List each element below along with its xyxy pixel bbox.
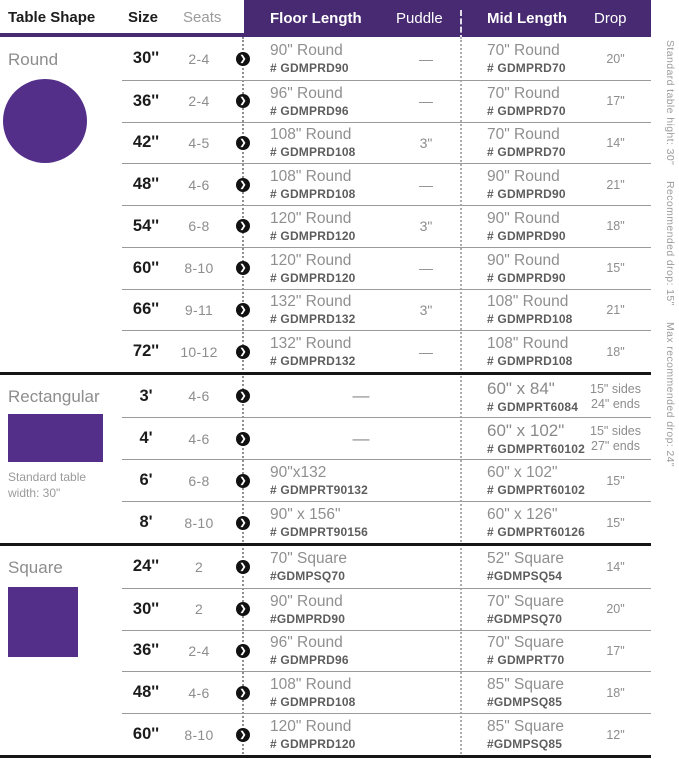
drop-cell (580, 345, 651, 359)
drop-value: 14" (606, 135, 625, 150)
size-value: 48'' (132, 175, 160, 194)
floor-length-cell (258, 593, 388, 626)
chart-header (0, 0, 679, 38)
drop-value: 12" (606, 727, 625, 742)
header-underline (0, 33, 244, 37)
round-rows (122, 38, 651, 372)
size-value: 66'' (132, 300, 160, 319)
floor-length-cell (258, 252, 388, 285)
drop-cell (580, 303, 651, 317)
arrow-cell (228, 389, 258, 403)
chevron-right-icon: ❯ (236, 432, 250, 446)
table-row (122, 330, 651, 372)
mid-length-item-code: # GDMPRT60126 (487, 525, 585, 539)
rectangle-shape-icon (8, 414, 103, 462)
square-shape-panel (0, 546, 122, 657)
size-value: 72'' (132, 342, 160, 361)
arrow-cell (228, 52, 258, 66)
round-shape-icon (3, 79, 87, 163)
mid-length-cell (464, 421, 585, 456)
chevron-right-icon: ❯ (236, 178, 250, 192)
table-row (122, 247, 651, 289)
seats-value: 2-4 (188, 93, 210, 110)
floor-length-value: — (352, 386, 370, 405)
drop-value: 18" (606, 219, 625, 234)
chevron-right-icon: ❯ (236, 345, 250, 359)
arrow-cell (228, 345, 258, 359)
drop-value: 15" (606, 515, 625, 530)
drop-ends-value: 27" ends (591, 439, 640, 453)
floor-length-cell (258, 676, 388, 709)
floor-length-value: 96" Round (270, 634, 343, 652)
floor-length-cell (258, 386, 464, 406)
mid-length-cell (464, 718, 580, 751)
mid-length-value: 70" Round (487, 126, 560, 144)
rectangular-width-note: Standard table width: 30" (8, 470, 87, 501)
mid-length-value: 70" Round (487, 84, 560, 102)
column-header-puddle: Puddle (396, 10, 443, 27)
size-value: 60'' (132, 725, 160, 744)
chevron-right-icon: ❯ (236, 516, 250, 530)
size-value: 36'' (132, 91, 160, 110)
floor-length-item-code: # GDMPRT90156 (270, 525, 368, 539)
seats-value: 4-5 (188, 134, 210, 151)
table-row (122, 588, 651, 630)
floor-length-value: 96" Round (270, 84, 343, 102)
mid-length-item-code: # GDMPRT60102 (487, 442, 585, 456)
drop-value: 15" sides (590, 381, 641, 396)
size-value: 42'' (132, 133, 160, 152)
puddle-value: — (419, 260, 433, 277)
mid-length-cell (464, 293, 580, 326)
drop-ends-value: 24" ends (591, 396, 640, 411)
floor-length-value: 120" Round (270, 718, 352, 736)
mid-length-item-code: # GDMPRD70 (487, 145, 566, 160)
drop-cell (580, 178, 651, 192)
mid-length-cell (464, 126, 580, 159)
floor-length-cell (258, 506, 388, 539)
section-label-round: Round (8, 50, 59, 69)
mid-length-cell (464, 464, 585, 497)
table-row (122, 417, 651, 459)
mid-length-item-code: # GDMPRT60102 (487, 483, 585, 497)
drop-cell (580, 94, 651, 108)
table-row (122, 80, 651, 122)
size-value: 54'' (132, 216, 160, 235)
floor-length-item-code: # GDMPRD108 (270, 145, 356, 160)
floor-length-value: 108" Round (270, 676, 352, 694)
drop-value: 18" (606, 344, 625, 359)
mid-length-value: 70" Square (487, 592, 565, 610)
size-value: 6' (139, 471, 153, 489)
arrow-cell (228, 136, 258, 150)
table-row (122, 630, 651, 672)
section-round (0, 38, 679, 372)
mid-length-cell (464, 593, 580, 626)
seats-value: 8-10 (184, 514, 214, 531)
section-label-rectangular: Rectangular (8, 387, 100, 406)
floor-length-item-code: # GDMPRD108 (270, 695, 356, 710)
column-header-seats: Seats (183, 9, 222, 26)
mid-length-cell (464, 506, 585, 539)
chevron-right-icon: ❯ (236, 136, 250, 150)
mid-length-cell (464, 379, 580, 414)
arrow-cell (228, 686, 258, 700)
chevron-right-icon: ❯ (236, 52, 250, 66)
arrow-cell (228, 303, 258, 317)
chevron-right-icon: ❯ (236, 728, 250, 742)
floor-length-cell (258, 464, 388, 497)
table-row (122, 501, 651, 543)
chevron-right-icon: ❯ (236, 686, 250, 700)
section-label-square: Square (8, 558, 63, 577)
floor-length-value: 132" Round (270, 335, 352, 353)
mid-length-value: 60" x 102" (487, 421, 565, 440)
arrow-cell (228, 728, 258, 742)
drop-cell (580, 602, 651, 616)
seats-value: 2-4 (188, 50, 210, 67)
size-value: 24'' (132, 557, 160, 576)
side-note-table-height: Standard table hight: 30" (664, 40, 676, 166)
size-value: 48'' (132, 683, 160, 702)
column-header-table-shape: Table Shape (8, 9, 96, 26)
drop-cell (580, 644, 651, 658)
mid-length-item-code: # GDMPRT70 (487, 653, 565, 668)
floor-length-item-code: # GDMPRD132 (270, 312, 356, 327)
arrow-cell (228, 261, 258, 275)
square-rows (122, 546, 651, 755)
table-row (122, 122, 651, 164)
mid-length-value: 60" x 102" (487, 464, 558, 481)
mid-length-cell (464, 85, 580, 118)
mid-length-item-code: #GDMPSQ85 (487, 737, 563, 752)
floor-length-value: 90"x132 (270, 464, 327, 481)
drop-cell (580, 261, 651, 275)
drop-cell (580, 686, 651, 700)
chevron-right-icon: ❯ (236, 219, 250, 233)
chart-body (0, 38, 679, 758)
puddle-value: — (419, 93, 433, 110)
mid-length-item-code: # GDMPRD108 (487, 312, 573, 327)
seats-value: 4-6 (188, 388, 210, 404)
mid-length-cell (464, 676, 580, 709)
drop-cell (580, 560, 651, 574)
chevron-right-icon: ❯ (236, 602, 250, 616)
mid-length-cell (464, 550, 580, 583)
seats-value: 2 (194, 601, 204, 618)
mid-length-value: 90" Round (487, 209, 560, 227)
floor-length-value: 90" Round (270, 42, 343, 60)
floor-length-value: 70" Square (270, 550, 348, 568)
floor-length-cell (258, 168, 388, 201)
drop-cell (580, 219, 651, 233)
seats-value: 4-6 (188, 430, 210, 447)
seats-value: 4-6 (188, 684, 210, 701)
drop-cell (580, 52, 651, 66)
drop-cell (580, 474, 651, 488)
floor-length-value: 108" Round (270, 168, 352, 186)
floor-length-cell (258, 210, 388, 243)
floor-length-cell (258, 634, 388, 667)
mid-length-cell (464, 168, 580, 201)
arrow-cell (228, 474, 258, 488)
seats-value: 2 (194, 558, 204, 575)
table-row (122, 375, 651, 417)
column-header-size: Size (128, 9, 159, 26)
table-row (122, 38, 651, 80)
mid-length-item-code: # GDMPRD108 (487, 354, 573, 369)
drop-cell (580, 516, 651, 530)
size-value: 8' (139, 513, 153, 531)
table-row (122, 546, 651, 588)
mid-length-cell (464, 335, 580, 368)
drop-value: 15" sides (590, 424, 641, 438)
rectangular-rows (122, 375, 651, 543)
floor-length-value: — (352, 428, 370, 448)
size-value: 3' (139, 386, 153, 405)
chevron-right-icon: ❯ (236, 560, 250, 574)
drop-value: 17" (606, 94, 625, 109)
drop-value: 20" (606, 602, 625, 617)
drop-value: 21" (606, 177, 625, 192)
seats-value: 8-10 (184, 260, 214, 277)
size-value: 36'' (132, 641, 160, 660)
drop-cell (580, 424, 651, 453)
chevron-right-icon: ❯ (236, 389, 250, 403)
seats-value: 4-6 (188, 176, 210, 193)
table-row (122, 459, 651, 501)
seats-value: 10-12 (180, 343, 218, 360)
floor-length-value: 108" Round (270, 126, 352, 144)
size-value: 30'' (132, 599, 160, 618)
mid-length-value: 108" Round (487, 293, 569, 311)
floor-length-item-code: # GDMPRD120 (270, 228, 356, 243)
mid-length-item-code: # GDMPRD90 (487, 228, 566, 243)
column-header-mid-length: Mid Length (487, 10, 567, 27)
floor-length-item-code: #GDMPRD90 (270, 611, 346, 626)
floor-length-cell (258, 335, 388, 368)
floor-length-cell (258, 718, 388, 751)
floor-length-value: 120" Round (270, 251, 352, 269)
mid-length-value: 90" Round (487, 251, 560, 269)
table-row (122, 205, 651, 247)
mid-length-item-code: # GDMPRD90 (487, 187, 566, 202)
mid-length-cell (464, 634, 580, 667)
floor-length-cell (258, 85, 388, 118)
drop-value: 18" (606, 685, 625, 700)
drop-value: 15" (606, 261, 625, 276)
seats-value: 6-8 (188, 472, 210, 489)
arrow-cell (228, 560, 258, 574)
puddle-value: — (419, 176, 433, 193)
rectangular-shape-panel (0, 375, 122, 501)
size-value: 60'' (132, 258, 160, 277)
drop-cell (580, 728, 651, 742)
seats-value: 8-10 (184, 726, 214, 743)
floor-length-cell (258, 550, 388, 583)
round-shape-panel (0, 38, 122, 163)
mid-length-value: 60" x 126" (487, 506, 558, 523)
floor-length-item-code: # GDMPRD96 (270, 103, 349, 118)
drop-value: 15" (606, 473, 625, 488)
floor-length-cell (258, 429, 464, 449)
arrow-cell (228, 602, 258, 616)
mid-length-cell (464, 42, 580, 75)
mid-length-item-code: #GDMPSQ54 (487, 569, 563, 584)
mid-length-item-code: # GDMPRT6084 (487, 399, 579, 414)
mid-length-item-code: #GDMPSQ70 (487, 611, 563, 626)
table-row (122, 289, 651, 331)
puddle-value: — (419, 50, 433, 67)
side-note-max-drop: Max recommended drop: 24" (664, 322, 676, 468)
puddle-value: — (419, 343, 433, 360)
floor-length-cell (258, 293, 388, 326)
table-row (122, 671, 651, 713)
floor-length-item-code: # GDMPRD120 (270, 737, 356, 752)
drop-cell (580, 382, 651, 411)
drop-value: 17" (606, 643, 625, 658)
chevron-right-icon: ❯ (236, 474, 250, 488)
seats-value: 2-4 (188, 642, 210, 659)
mid-length-value: 90" Round (487, 168, 560, 186)
floor-length-value: 90" Round (270, 592, 343, 610)
chevron-right-icon: ❯ (236, 303, 250, 317)
drop-cell (580, 136, 651, 150)
floor-length-value: 132" Round (270, 293, 352, 311)
mid-length-value: 108" Round (487, 335, 569, 353)
drop-value: 20" (606, 51, 625, 66)
mid-length-cell (464, 210, 580, 243)
puddle-value: 3" (419, 134, 433, 151)
arrow-cell (228, 178, 258, 192)
mid-length-value: 70" Round (487, 42, 560, 60)
floor-length-item-code: #GDMPSQ70 (270, 569, 346, 584)
mid-length-value: 60" x 84" (487, 378, 555, 398)
column-header-drop: Drop (594, 10, 627, 27)
chevron-right-icon: ❯ (236, 644, 250, 658)
floor-length-item-code: # GDMPRD120 (270, 270, 356, 285)
puddle-value: 3" (419, 301, 433, 318)
puddle-value: 3" (419, 218, 433, 235)
floor-length-item-code: # GDMPRD90 (270, 61, 349, 76)
arrow-cell (228, 94, 258, 108)
seats-value: 9-11 (184, 301, 214, 318)
arrow-cell (228, 219, 258, 233)
mid-length-item-code: # GDMPRD70 (487, 103, 566, 118)
square-shape-icon (8, 587, 78, 657)
mid-length-item-code: # GDMPRD70 (487, 61, 566, 76)
arrow-cell (228, 516, 258, 530)
size-value: 4' (139, 429, 153, 447)
floor-length-item-code: # GDMPRD96 (270, 653, 349, 668)
floor-length-cell (258, 42, 388, 75)
size-value: 30'' (132, 49, 160, 68)
floor-length-item-code: # GDMPRT90132 (270, 483, 368, 497)
drop-value: 21" (606, 302, 625, 317)
chevron-right-icon: ❯ (236, 94, 250, 108)
section-square (0, 546, 679, 755)
mid-length-value: 85" Square (487, 676, 565, 694)
floor-length-value: 120" Round (270, 209, 352, 227)
mid-length-value: 70" Square (487, 634, 565, 652)
purple-header-band (244, 0, 651, 37)
floor-length-item-code: # GDMPRD108 (270, 187, 356, 202)
floor-length-cell (258, 126, 388, 159)
arrow-cell (228, 432, 258, 446)
drop-value: 14" (606, 559, 625, 574)
table-row (122, 163, 651, 205)
bottom-border-line (0, 755, 651, 758)
mid-length-value: 85" Square (487, 718, 565, 736)
mid-length-cell (464, 252, 580, 285)
column-header-floor-length: Floor Length (270, 10, 362, 27)
mid-length-value: 52" Square (487, 550, 565, 568)
mid-length-item-code: # GDMPRD90 (487, 270, 566, 285)
seats-value: 6-8 (188, 218, 210, 235)
mid-length-item-code: #GDMPSQ85 (487, 695, 563, 710)
table-row (122, 713, 651, 755)
arrow-cell (228, 644, 258, 658)
chevron-right-icon: ❯ (236, 261, 250, 275)
floor-length-value: 90" x 156" (270, 506, 341, 523)
section-rectangular (0, 375, 679, 543)
side-note-recommended-drop: Recommended drop: 15" (664, 181, 676, 307)
floor-length-item-code: # GDMPRD132 (270, 354, 356, 369)
